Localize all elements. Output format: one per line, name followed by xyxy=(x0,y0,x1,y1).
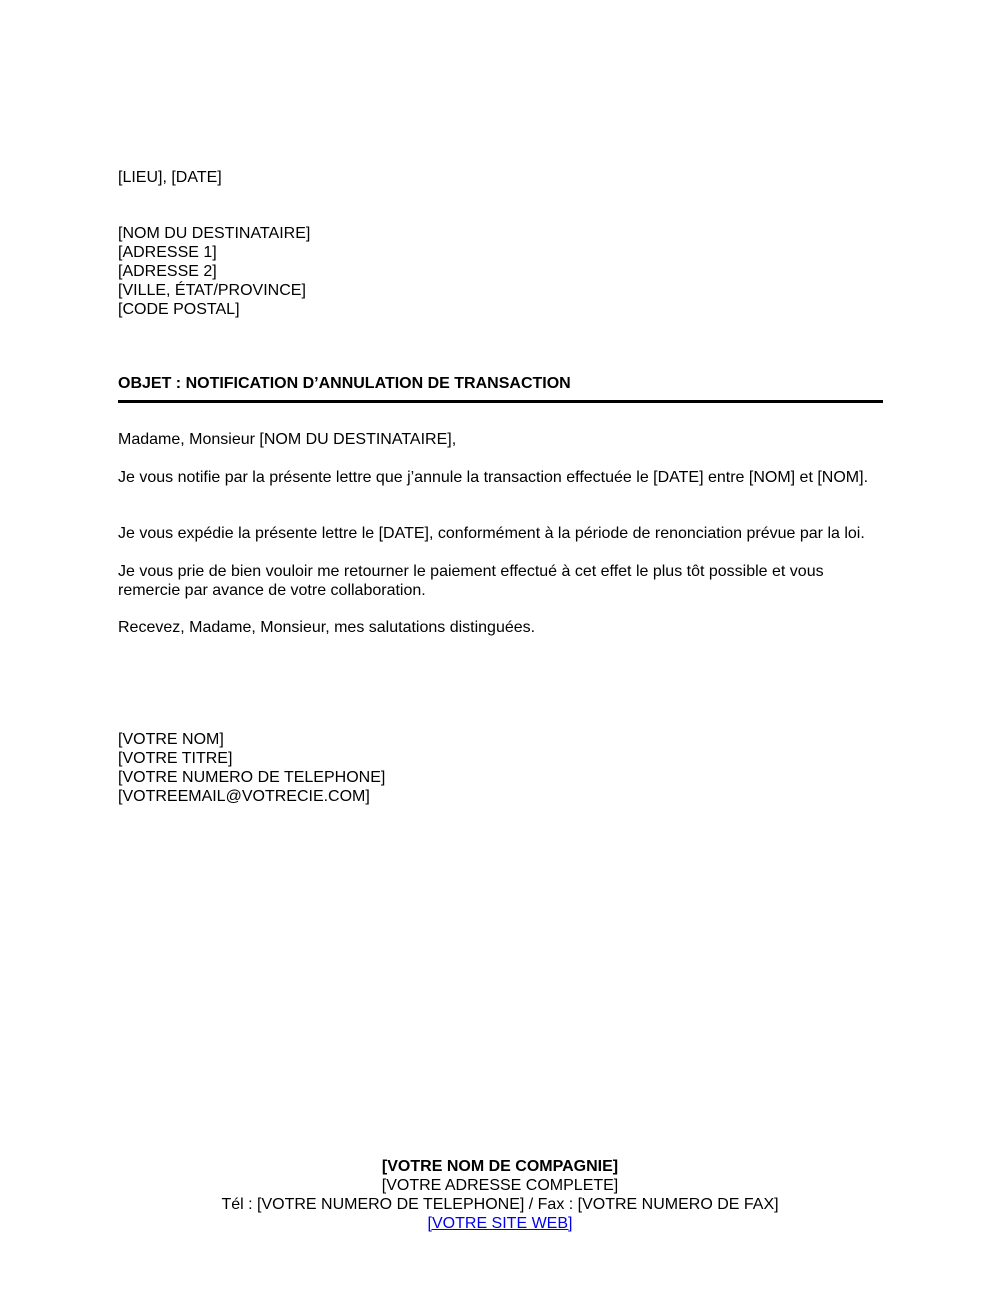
body-paragraph-3 xyxy=(118,562,884,600)
footer-address: [VOTRE ADRESSE COMPLETE] xyxy=(381,1177,619,1194)
greeting xyxy=(118,430,884,449)
subject-divider xyxy=(118,400,883,403)
signature-email: [VOTREEMAIL@VOTRECIE.COM] xyxy=(118,788,370,805)
subject-line xyxy=(118,374,884,393)
greeting-text: Madame, Monsieur [NOM DU DESTINATAIRE], xyxy=(118,431,457,448)
recipient-city-state: [VILLE, ÉTAT/PROVINCE] xyxy=(118,282,306,299)
closing xyxy=(118,618,884,637)
footer-contact: Tél : [VOTRE NUMERO DE TELEPHONE] / Fax : [VOTRE NUMERO DE FAX] xyxy=(221,1196,779,1213)
body-paragraph-2 xyxy=(118,524,884,543)
signature-name: [VOTRE NOM] xyxy=(118,731,224,748)
recipient-name: [NOM DU DESTINATAIRE] xyxy=(118,225,311,242)
footer-website-link[interactable]: [VOTRE SITE WEB] xyxy=(427,1215,573,1232)
place-date-text: [LIEU], [DATE] xyxy=(118,169,222,186)
subject-title: OBJET : NOTIFICATION D’ANNULATION DE TRANSACTION xyxy=(118,375,571,392)
recipient-address-1: [ADRESSE 1] xyxy=(118,244,217,261)
signature-title: [VOTRE TITRE] xyxy=(118,750,233,767)
recipient-address xyxy=(118,224,884,319)
body-paragraph-text: Je vous notifie par la présente lettre que j’annule la transaction effectuée le [DATE] entre [NOM] et [NOM]. xyxy=(118,469,869,486)
recipient-postal-code: [CODE POSTAL] xyxy=(118,301,240,318)
signature-phone: [VOTRE NUMERO DE TELEPHONE] xyxy=(118,769,386,786)
footer-company: [VOTRE NOM DE COMPAGNIE] xyxy=(381,1158,619,1175)
signature-block xyxy=(118,730,884,806)
body-paragraph-1 xyxy=(118,468,884,487)
body-paragraph-text: Je vous expédie la présente lettre le [DATE], conformément à la période de renonciation prévue par la loi. xyxy=(118,525,865,542)
place-date xyxy=(118,168,884,187)
letter-footer xyxy=(0,1157,1000,1233)
closing-text: Recevez, Madame, Monsieur, mes salutations distinguées. xyxy=(118,619,536,636)
body-paragraph-text: Je vous prie de bien vouloir me retourner le paiement effectué à cet effet le plus tôt possible et vous remercie par avance de votre collaboration. xyxy=(118,563,824,599)
recipient-address-2: [ADRESSE 2] xyxy=(118,263,217,280)
